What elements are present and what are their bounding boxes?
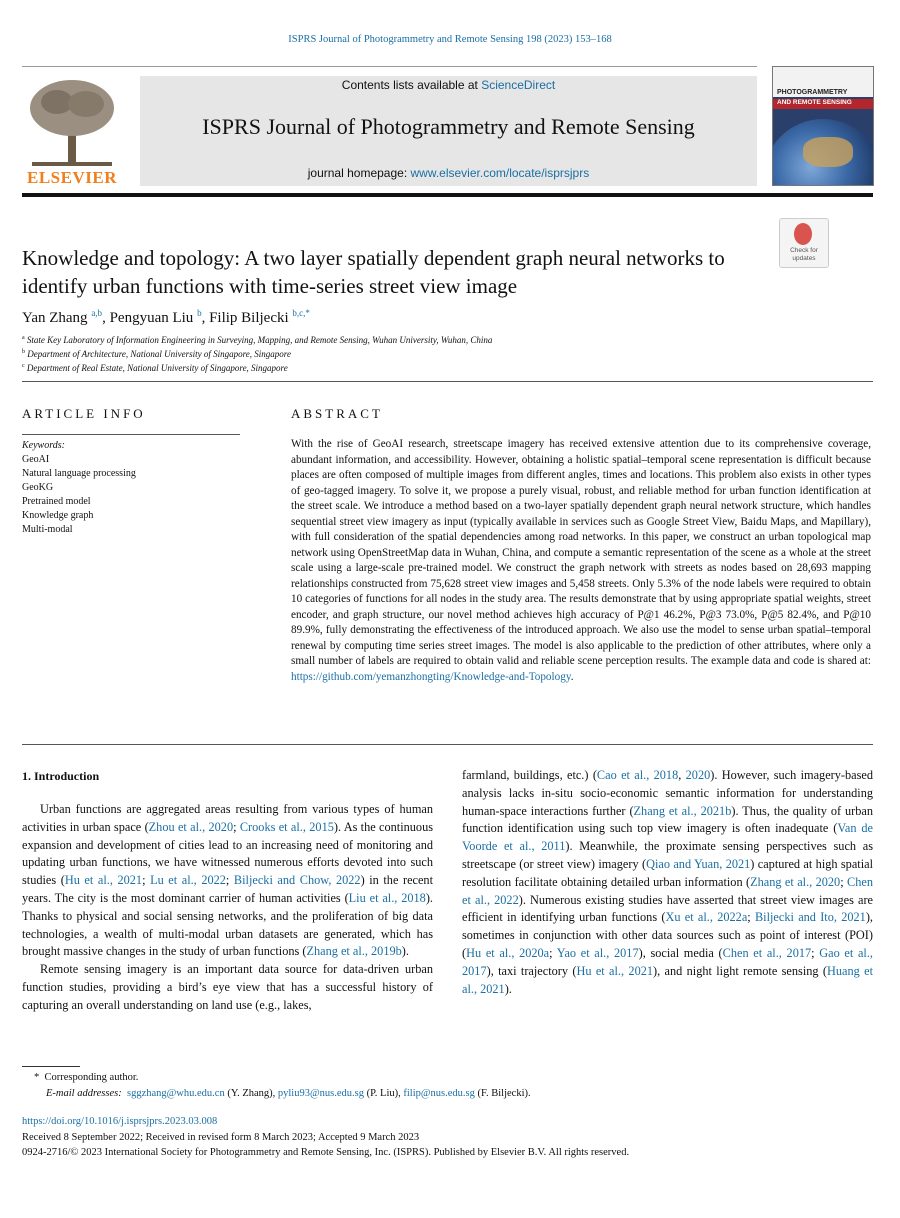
footnote-rule	[22, 1066, 80, 1067]
citation-link[interactable]: Chen et al., 2017	[722, 945, 812, 960]
citation-link[interactable]: Zhang et al., 2019b	[306, 944, 402, 959]
code-link[interactable]: https://github.com/yemanzhongting/Knowledge-and-Topology	[291, 670, 571, 683]
keyword: GeoAI	[22, 454, 50, 465]
author-affil-mark[interactable]: b,c,*	[292, 308, 310, 318]
intro-left-column	[22, 801, 433, 1015]
paragraph-text: Urban functions are aggregated areas resulting from various types of human activities in urban space (	[22, 802, 433, 834]
abstract-heading: ABSTRACT	[291, 406, 383, 421]
citation-link[interactable]: Hu et al., 2020a	[466, 945, 550, 960]
author-name[interactable]: Filip Biljecki	[209, 310, 289, 326]
citation-link[interactable]: Huang et al., 2021	[462, 963, 873, 996]
affiliation: $^c$ Department of Real Estate, National University of Singapore, Singapore	[22, 363, 288, 373]
intro-paragraph	[22, 961, 433, 1014]
abstract-rule	[22, 744, 873, 745]
article-info-heading: ARTICLE INFO	[22, 406, 146, 421]
affiliation: $^b$ Department of Architecture, National University of Singapore, Singapore	[22, 349, 291, 359]
citation-link[interactable]: 2020	[685, 768, 711, 782]
citation-link[interactable]: Hu et al., 2021	[64, 873, 143, 888]
citation-link[interactable]: Zhang et al., 2020	[750, 874, 841, 889]
author-list: Yan Zhang $^{a,b}$, Pengyuan Liu $^b$, Filip Biljecki $^{b,c,*}$	[22, 308, 310, 326]
paragraph-text: ;	[747, 910, 755, 925]
affiliation: $^a$ State Key Laboratory of Information Engineering in Surveying, Mapping, and Remote Sensing, Wuhan University, Wuhan, China	[22, 335, 493, 345]
citation-link[interactable]: Cao et al., 2018	[596, 768, 679, 782]
email-link[interactable]: filip@nus.edu.sg	[403, 1088, 475, 1099]
abstract-body: With the rise of GeoAI research, streetscape imagery has received extensive attention due to its comprehensive coverage, abundant information, and accessibility. However, obtaining a holistic spatial–temporal scene representation is difficult because places are often composed of multiple images from different angles, times and locations. This problem also exists in other types of geo-tagged imagery. To solve it, we propose a purely visual, robust, and reliable method for urban function identification at the street scale. We introduce a method based on a two-layer spatially dependent graph neural network structure, which handles sequential street view imagery as input (typically available in services such as Google Street View, Baidu Maps, and Mapillary), with full consideration of the spatial dependencies among road networks. In this paper, we construct an urban topological map network using OpenStreetMap data in Wuhan, China, and compute a semantic representation of the scene as a whole at the street scale using a large-scale pre-trained model. We construct the graph network with streets as nodes based on 28,693 mapping relationships constructed from 75,628 street view images and 5,458 streets. Only 5.3% of the node labels were required to obtain 10 categories of functions for all nodes in the study area. The results demonstrate that by using appropriate spatial weights, street encoder, and graph structure, our novel method achieves high accuracy of P@1 46.2%, P@3 73.0%, P@5 82.4%, and P@10 89.9%, fully demonstrating the effectiveness of the introduced approach. We also use the model to sense urban spatial–temporal renewal by computing time series street images. The model is also applicable to the prediction of other attributes, where only a small number of labels are required to obtain valid and reliable scene perception results. The example data and code is shared at: https://github.com/yemanzhongting/Knowledge-and-Topology.	[291, 438, 871, 683]
paragraph-text: ) captured at high spatial resolution facilitate obtaining detailed urban information (	[462, 856, 873, 889]
email-label: E-mail addresses:	[46, 1088, 122, 1099]
journal-homepage	[140, 166, 757, 180]
elsevier-wordmark: ELSEVIER	[27, 168, 117, 187]
doi-link[interactable]: https://doi.org/10.1016/j.isprsjprs.2023.03.008	[22, 1116, 218, 1127]
abstract-text: With the rise of GeoAI research, streetscape imagery has received extensive attention due to its comprehensive coverage, abundant information, and accessibility. However, obtaining a holistic spatial–temporal scene representation is difficult because places are often composed of multiple images from different angles, times and locations. This problem also exists in other types of geo-tagged imagery. To solve it, we propose a purely visual, robust, and reliable method for urban function identification at the street scale. We introduce a method based on a two-layer spatially dependent graph neural network structure, which handles sequential street view imagery as input (typically available in services such as Google Street View, Baidu Maps, and Mapillary), with full consideration of the spatial dependencies among road networks. In this paper, we construct an urban topological map network using OpenStreetMap data in Wuhan, China, and compute a semantic representation of the scene as a whole at the street scale using a large-scale pre-trained model. We construct the graph network with streets as nodes based on 28,693 mapping relationships constructed from 75,628 street view images and 5,458 streets. Only 5.3% of the node labels were required to obtain 10 categories of functions for all nodes in the study area. The results demonstrate that by using appropriate spatial weights, street encoder, and graph structure, our novel method achieves high accuracy of P@1 46.2%, P@3 73.0%, P@5 82.4%, and P@10 89.9%, fully demonstrating the effectiveness of the introduced approach. We also use the model to sense urban spatial–temporal renewal by computing time series street images. The model is also applicable to the prediction of other attributes, where only a small number of labels are required to obtain valid and reliable scene perception results. The example data and code is shared at:	[291, 438, 871, 667]
paragraph-text: ), sometimes in conjunction with other data sources such as point of interest (POI) (	[462, 910, 873, 960]
email-addresses: E-mail addresses: sggzhang@whu.edu.cn (Y. Zhang), pyliu93@nus.edu.sg (P. Liu), filip@nus.edu.sg (F. Biljecki).	[46, 1088, 531, 1099]
citation-link[interactable]: Gao et al., 2017	[462, 945, 873, 978]
paragraph-text: ), and night light remote sensing (	[653, 963, 827, 978]
paragraph-text: ) in the recent years. The city is the most dominant carrier of human activities (	[22, 873, 434, 905]
contents-line	[140, 78, 757, 92]
journal-citation[interactable]: ISPRS Journal of Photogrammetry and Remote Sensing 198 (2023) 153–168	[288, 34, 612, 45]
corresponding-note: * Corresponding author.	[34, 1072, 139, 1083]
citation-link[interactable]: Xu et al., 2022a	[665, 910, 748, 925]
keyword: Multi-modal	[22, 524, 73, 535]
citation-link[interactable]: Van de Voorde et al., 2011	[462, 821, 873, 854]
paragraph-text: ). Numerous existing studies have asserted that street view images are efficient in identifying urban functions (	[462, 892, 874, 925]
citation-link[interactable]: Liu et al., 2018	[348, 890, 426, 905]
crossmark-label: Check for updates	[790, 247, 818, 262]
article-title: Knowledge and topology: A two layer spatially dependent graph neural networks to identify urban functions with time-series street view image	[22, 246, 725, 298]
paragraph-text: ).	[504, 981, 512, 996]
author-name[interactable]: Pengyuan Liu	[109, 310, 194, 326]
journal-cover-image[interactable]	[772, 66, 874, 186]
keyword: Natural language processing	[22, 468, 136, 479]
cover-line-1: PHOTOGRAMMETRY	[777, 89, 848, 96]
paragraph-text: ;	[225, 873, 234, 888]
paragraph-text: ). However, such imagery-based analysis lacks in-situ socio-economic semantic information for understanding human-space interactions further (	[462, 768, 873, 818]
homepage-prefix: journal homepage:	[307, 166, 411, 180]
author-affil-mark[interactable]: a,b	[91, 308, 103, 318]
article-info-rule	[22, 434, 240, 435]
author-name[interactable]: Yan Zhang	[22, 310, 88, 326]
section-rule	[22, 381, 873, 382]
journal-name: ISPRS Journal of Photogrammetry and Remote Sensing	[202, 114, 695, 139]
paragraph-text: ). As the continuous expansion and development of cities lead to an increasing need of monitoring and updating urban functions, we have witnessed numerous efforts devoted into such studies (	[22, 819, 434, 888]
citation-link[interactable]: Hu et al., 2021	[576, 963, 654, 978]
keyword: Knowledge graph	[22, 510, 94, 521]
paragraph-text: ;	[840, 874, 848, 889]
paragraph-text: Remote sensing imagery is an important data source for data-driven urban function studies, providing a bird’s eye view that has a successful history of capturing an overall understanding on land use (e.g., lakes,	[22, 962, 433, 1012]
email-link[interactable]: sggzhang@whu.edu.cn	[126, 1088, 225, 1099]
paragraph-text: ), taxi trajectory (	[486, 963, 577, 978]
keyword: GeoKG	[22, 482, 54, 493]
homepage-link[interactable]: www.elsevier.com/locate/isprsjprs	[410, 166, 590, 180]
contents-prefix: Contents lists available at	[341, 78, 482, 92]
paragraph-text: ;	[811, 945, 820, 960]
email-link[interactable]: pyliu93@nus.edu.sg	[277, 1088, 364, 1099]
paragraph-text: ). Meanwhile, the proximate sensing perspectives such as streetscape (or street view) imagery (	[462, 839, 873, 871]
citation-link[interactable]: Lu et al., 2022	[150, 873, 226, 888]
header-thick-rule	[22, 193, 873, 197]
keyword: Pretrained model	[22, 496, 91, 507]
paragraph-text: ), social media (	[638, 945, 723, 960]
paragraph-text: ).	[401, 944, 409, 959]
received-dates: Received 8 September 2022; Received in revised form 8 March 2023; Accepted 9 March 2023	[22, 1132, 420, 1143]
header-rule	[22, 66, 757, 67]
crossmark-badge[interactable]	[779, 218, 829, 268]
paragraph-text: ,	[678, 768, 686, 782]
crossmark-icon	[794, 223, 812, 245]
citation-link[interactable]: Biljecki and Chow, 2022	[233, 873, 361, 888]
citation-link[interactable]: Crooks et al., 2015	[239, 819, 334, 834]
keywords-label: Keywords:	[22, 440, 65, 451]
paragraph-text: ). Thanks to physical and social sensing networks, and the proliferation of big data technologies, a wealth of multi-modal urban datasets are generated, which has brought massive changes in the study of urban functions (	[22, 890, 433, 959]
paragraph-text: ;	[549, 945, 557, 960]
intro-paragraph	[462, 767, 873, 998]
citation-link[interactable]: Zhou et al., 2020	[148, 819, 234, 834]
paragraph-text: ;	[233, 819, 240, 834]
intro-right-column	[462, 767, 873, 998]
intro-paragraph	[22, 801, 433, 961]
cover-line-2: AND REMOTE SENSING	[773, 99, 873, 109]
paragraph-text: farmland, buildings, etc.) (	[462, 768, 597, 782]
citation-link[interactable]: Biljecki and Ito, 2021	[754, 910, 866, 925]
copyright-notice: 0924-2716/© 2023 International Society for Photogrammetry and Remote Sensing, Inc. (ISPRS). Published by Elsevier B.V. All rights reserved.	[22, 1147, 630, 1158]
citation-link[interactable]: Zhang et al., 2021b	[633, 803, 732, 818]
sciencedirect-link[interactable]: ScienceDirect	[481, 78, 556, 92]
citation-link[interactable]: Qiao and Yuan, 2021	[646, 856, 751, 871]
citation-link[interactable]: Chen et al., 2022	[462, 874, 874, 907]
citation-link[interactable]: Yao et al., 2017	[556, 945, 639, 960]
author-affil-mark[interactable]: b	[197, 308, 202, 318]
paragraph-text: ;	[142, 873, 151, 888]
paragraph-text: ). Thus, the quality of urban function identification using such top view imagery is often inadequate (	[462, 803, 873, 836]
intro-heading: 1. Introduction	[22, 769, 100, 783]
